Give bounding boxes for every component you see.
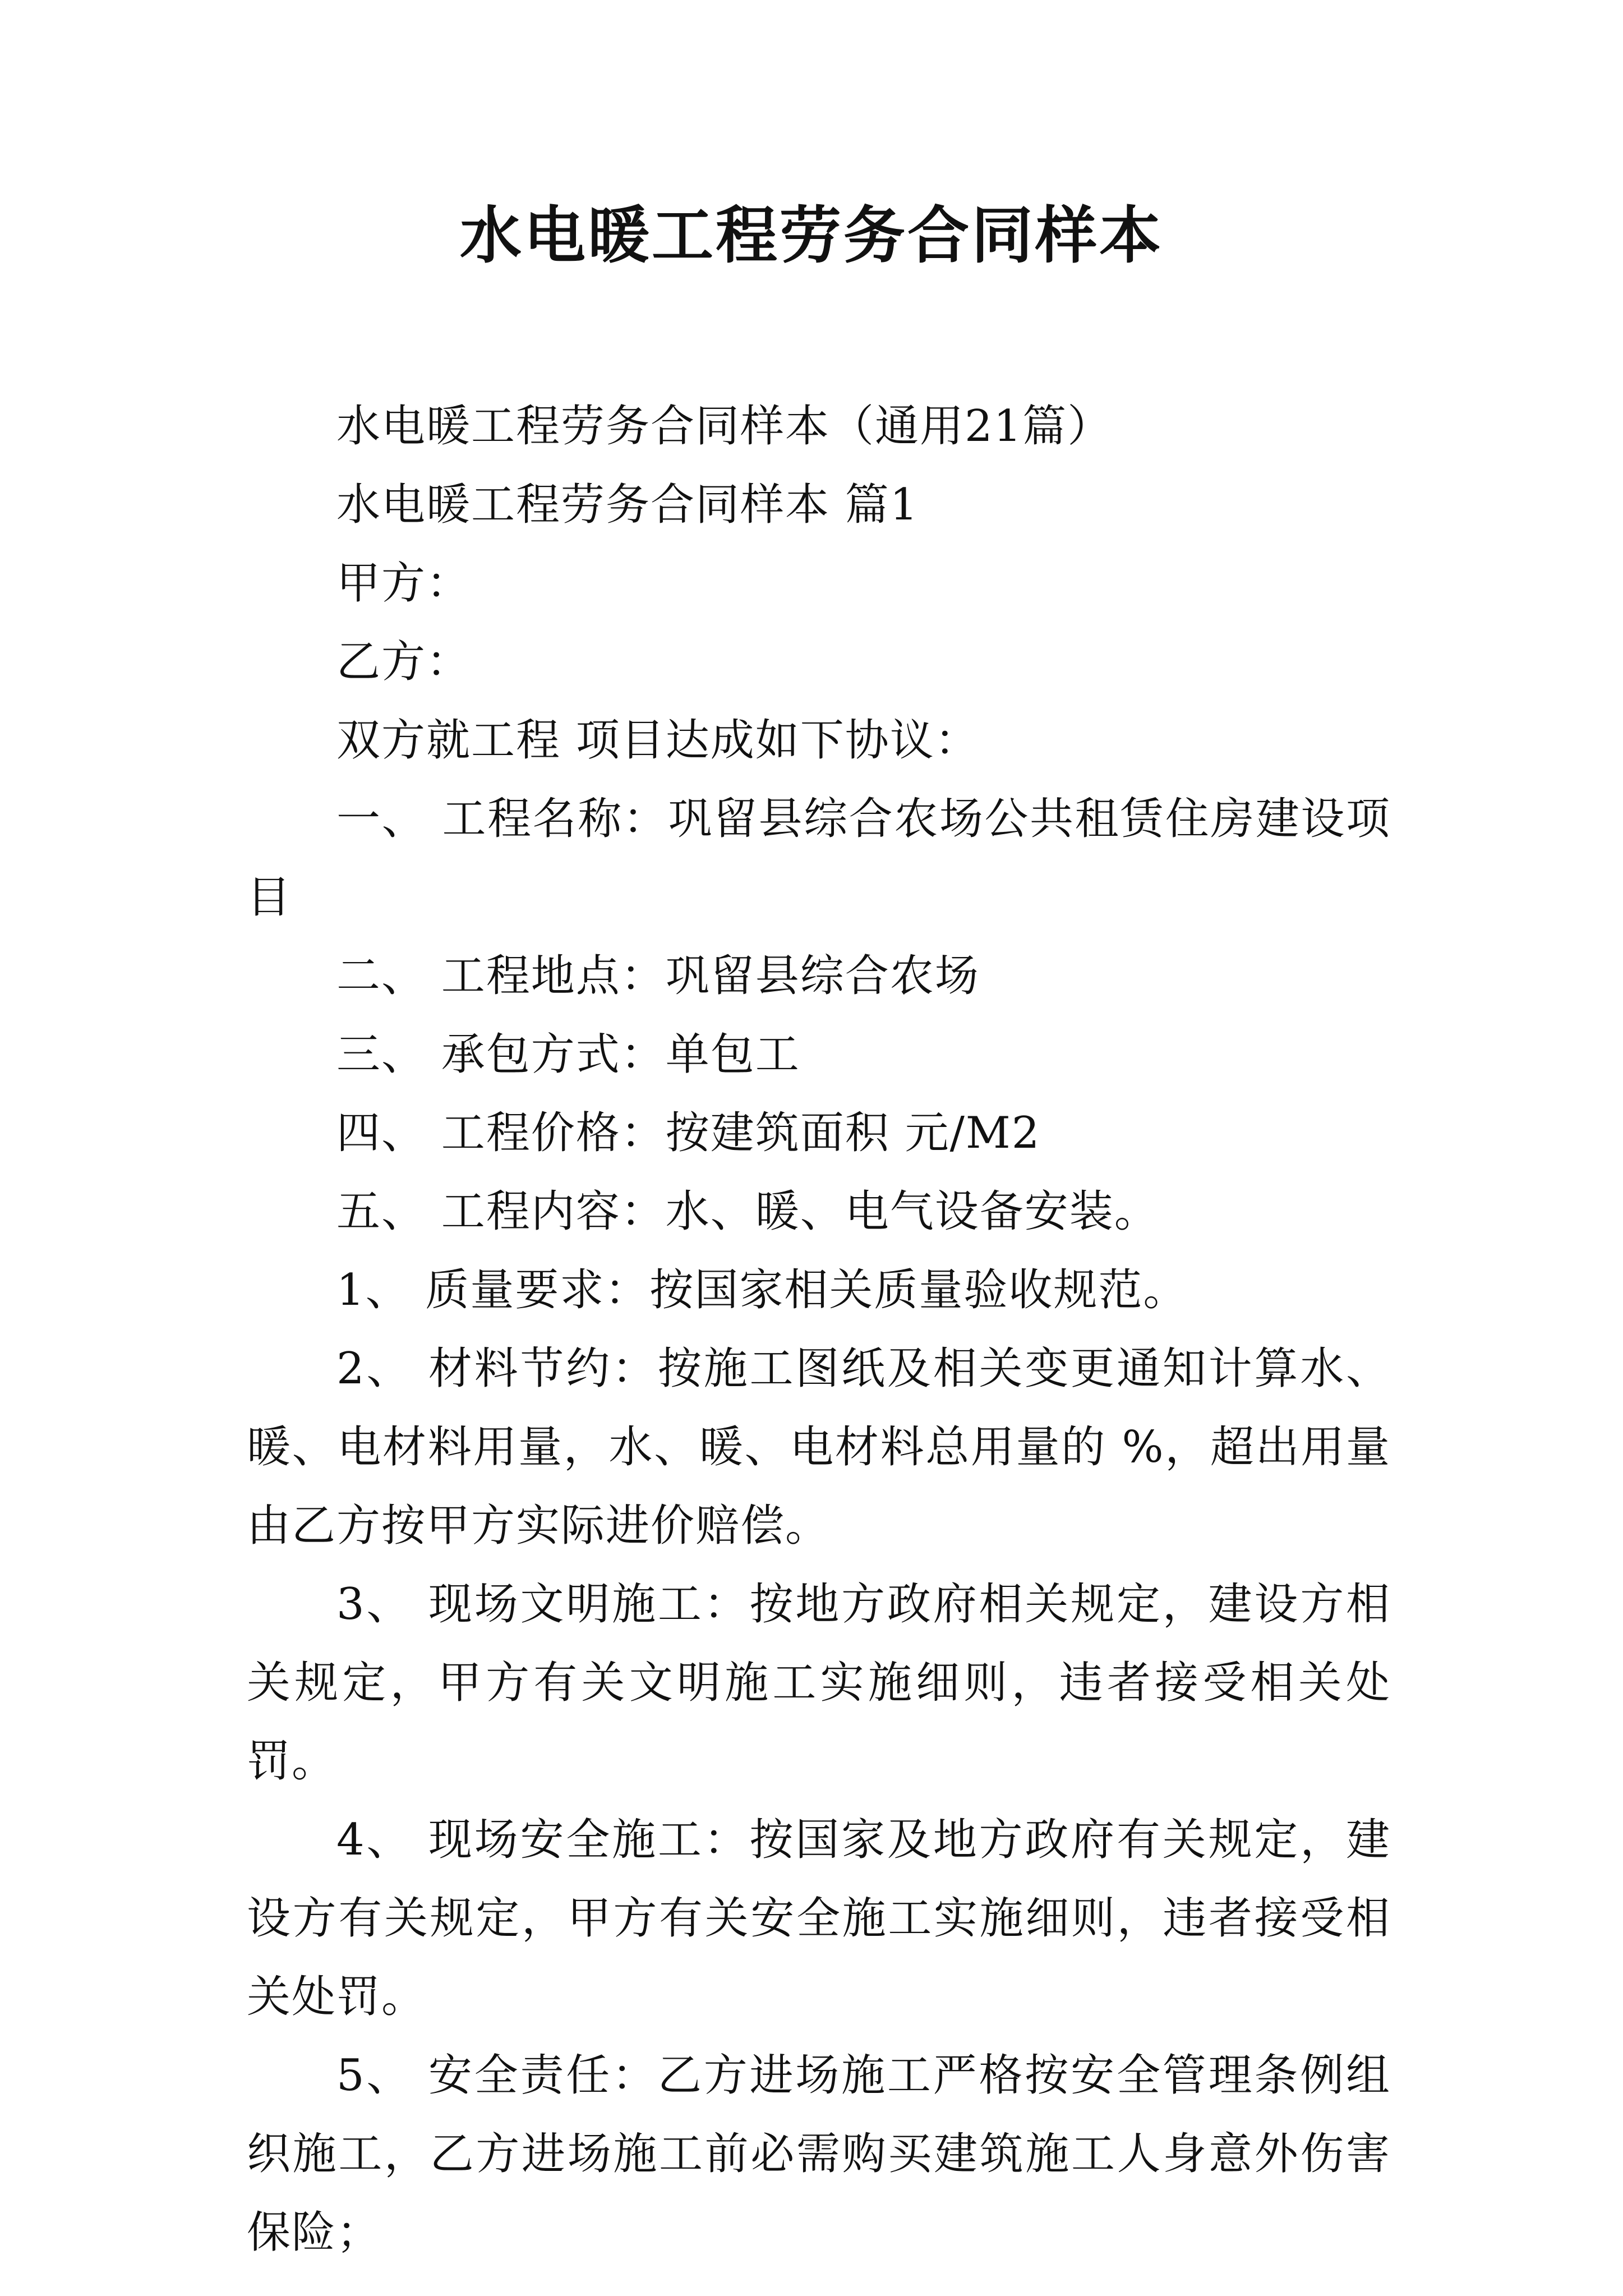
paragraph-agreement-intro: 双方就工程 项目达成如下协议： bbox=[336, 715, 980, 766]
paragraph-project-location: 二、 工程地点：巩留县综合农场 bbox=[336, 951, 980, 1001]
paragraph-party-a: 甲方： bbox=[336, 558, 472, 609]
paragraph-quality-requirements: 1、 质量要求：按国家相关质量验收规范。 bbox=[336, 1265, 1188, 1315]
paragraph-party-b: 乙方： bbox=[336, 637, 472, 687]
document-body bbox=[247, 387, 1391, 2272]
paragraph-project-name: 一、 工程名称：巩留县综合农场公共租赁住房建设项目 bbox=[247, 794, 1391, 923]
page-title: 水电暖工程劳务合同样本 bbox=[460, 200, 1163, 272]
paragraph-project-content: 五、 工程内容：水、暖、电气设备安装。 bbox=[336, 1186, 1159, 1237]
paragraph-safety-responsibility: 5、 安全责任：乙方进场施工严格按安全管理条例组织施工，乙方进场施工前必需购买建筑施工人身意外伤害保险； bbox=[247, 2050, 1391, 2258]
paragraph-civilized-construction: 3、 现场文明施工：按地方政府相关规定，建设方相关规定，甲方有关文明施工实施细则，违者接受相关处罚。 bbox=[247, 1579, 1391, 1787]
paragraph-material-saving: 2、 材料节约：按施工图纸及相关变更通知计算水、暖、电材料用量，水、暖、电材料总用量的 %，超出用量由乙方按甲方实际进价赔偿。 bbox=[247, 1343, 1391, 1551]
paragraph-doc-subtitle: 水电暖工程劳务合同样本（通用21篇） bbox=[336, 401, 1113, 452]
paragraph-project-price: 四、 工程价格：按建筑面积 元/M2 bbox=[336, 1108, 1041, 1158]
paragraph-contract-method: 三、 承包方式：单包工 bbox=[336, 1029, 800, 1080]
paragraph-section-heading: 水电暖工程劳务合同样本 篇1 bbox=[336, 480, 919, 530]
paragraph-safe-construction: 4、 现场安全施工：按国家及地方政府有关规定，建设方有关规定，甲方有关安全施工实施细则，违者接受相关处罚。 bbox=[247, 1815, 1391, 2022]
